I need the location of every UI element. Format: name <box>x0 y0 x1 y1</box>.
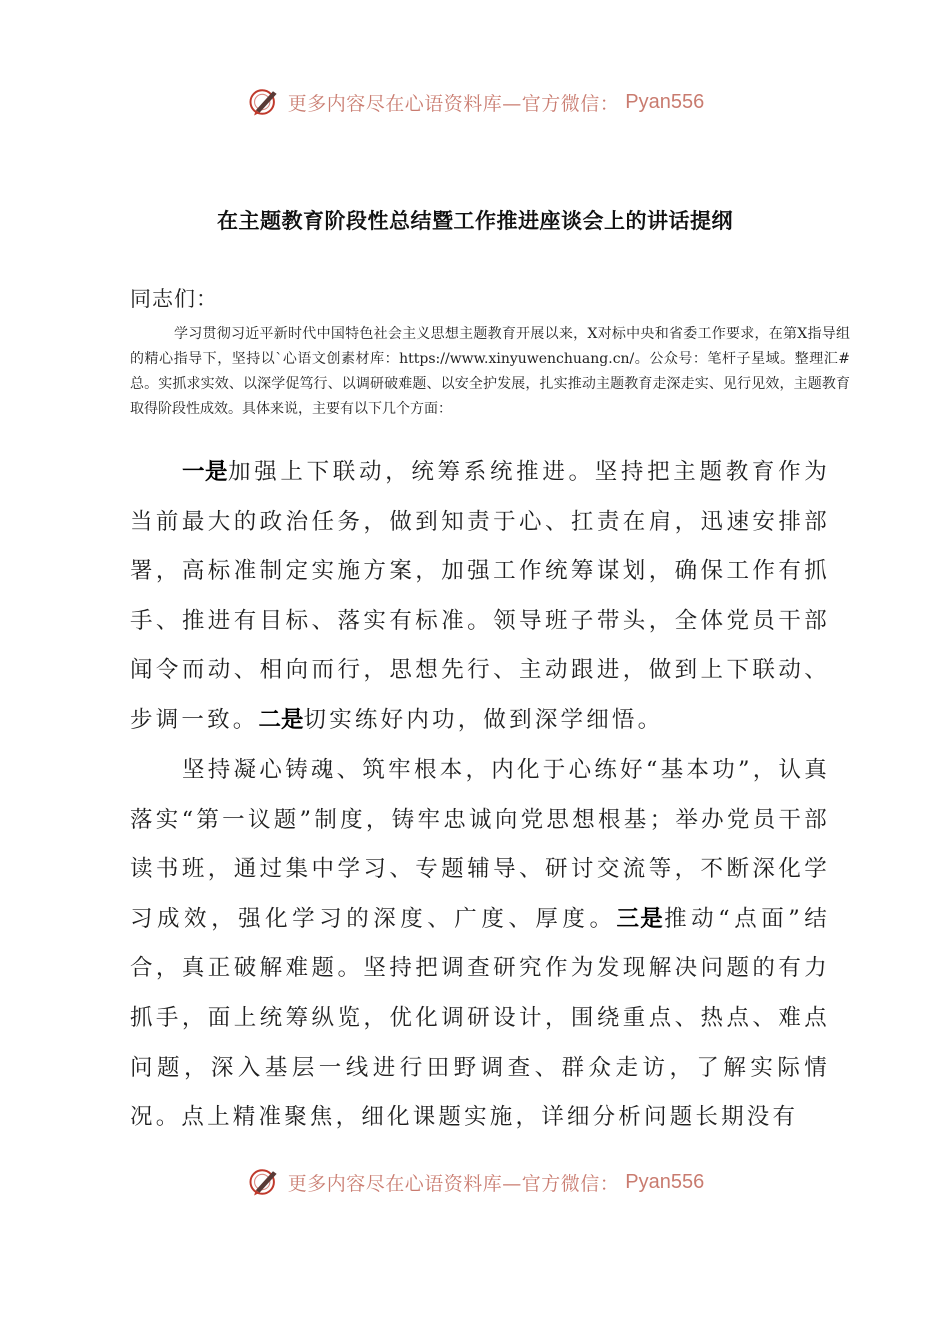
footer-banner-text: 更多内容尽在心语资料库—官方微信： <box>287 1172 620 1195</box>
point-two-text: 切实练好内功，做到深学细悟。 <box>303 706 664 733</box>
pen-logo-icon <box>246 84 282 120</box>
intro-paragraph: 学习贯彻习近平新时代中国特色社会主义思想主题教育开展以来，X对标中央和省委工作要求，在第X指导组的精心指导下，坚持以`心语文创素材库：https://www.xinyuwenchuang.cn/。公众号：笔杆子星域。整理汇#总。实抓求实效、以深学促笃行、以调研破难题、以安全护发展，扎实推动主题教育走深走实、见行见效，主题教育取得阶段性成效。具体来说，主要有以下几个方面： <box>130 326 850 417</box>
pen-logo-icon <box>246 1164 282 1200</box>
footer-banner <box>0 1162 950 1202</box>
footer-banner-handle: Pyan556 <box>625 1170 705 1193</box>
document-title: 在主题教育阶段性总结暨工作推进座谈会上的讲话提纲 <box>217 209 733 233</box>
point-three-lead: 三是 <box>616 905 665 932</box>
point-two-detail: 坚持凝心铸魂、筑牢根本，内化于心练好“基本功”，认真落实“第一议题”制度，铸牢忠诚向党思想根基；举办党员干部读书班，通过集中学习、专题辅导、研讨交流等，不断深化学习成效，强化学习的深度、广度、厚度。 <box>130 757 830 932</box>
header-banner-text: 更多内容尽在心语资料库—官方微信： <box>287 92 620 115</box>
point-three-text: 推动“点面”结合，真正破解难题。坚持把调查研究作为发现解决问题的有力抓手，面上统筹纵览，优化调研设计，围绕重点、热点、难点问题，深入基层一线进行田野调查、群众走访，了解实际情况。点上精准聚焦，细化课题实施，详细分析问题长期没有 <box>130 905 830 1131</box>
point-one-text: 加强上下联动，统筹系统推进。坚持把主题教育作为当前最大的政治任务，做到知责于心、扛责在肩，迅速安排部署，高标准制定实施方案，加强工作统筹谋划，确保工作有抓手、推进有目标、落实有标准。领导班子带头，全体党员干部闻令而动、相向而行，思想先行、主动跟进，做到上下联动、步调一致。 <box>130 459 830 733</box>
point-one-lead: 一是 <box>182 459 228 485</box>
header-banner <box>0 82 950 122</box>
body-paragraph-1 <box>130 448 830 746</box>
point-two-lead: 二是 <box>258 706 304 733</box>
header-banner-handle: Pyan556 <box>625 90 705 113</box>
body-paragraph-2 <box>130 746 830 1143</box>
salutation: 同志们： <box>130 287 218 311</box>
